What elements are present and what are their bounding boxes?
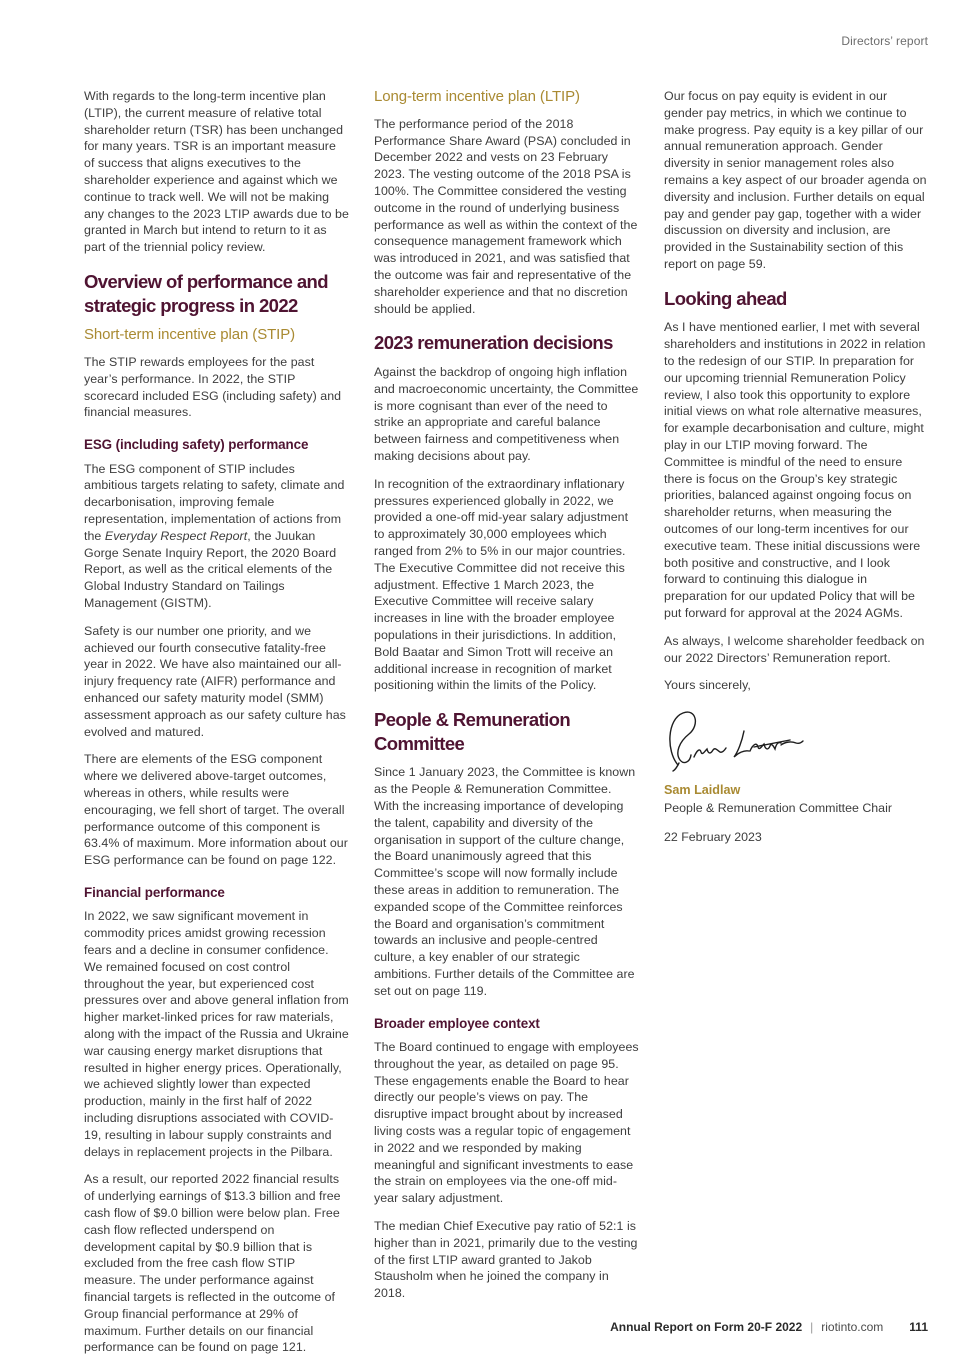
column-3 <box>664 88 929 1367</box>
heading-2023-remuneration: 2023 remuneration decisions <box>374 332 613 354</box>
paragraph-ltip-intro: With regards to the long-term incentive plan (LTIP), the current measure of relative total shareholder return (TSR) has been unchanged for many years. TSR is an important measure of success that aligns executives to the shareholder experience and against which we continue to track well. We will not be making any changes to the 2023 LTIP awards due to be granted in March but intend to return to it as part of the triennial policy review. <box>84 89 349 255</box>
esg-report-title-italic: Everyday Respect Report <box>104 528 248 543</box>
footer-report-title: Annual Report on Form 20-F 2022 <box>610 1320 803 1334</box>
heading-people-remuneration-committee: People & Remuneration Committee <box>374 709 571 754</box>
paragraph-psa-vesting: The performance period of the 2018 Performance Share Award (PSA) concluded in December 2022 and vests on 23 February 2023. The vesting outcome of the 2018 PSA is 100%. The Committee considered the vesting outcome in the round of underlying business performance as well as within the context of the consequence management framework which was introduced in 2021, and was satisfied that the outcome was fair and representative of the shareholder experience and that no discretion should be applied. <box>374 116 638 316</box>
paragraph-safety: Safety is our number one priority, and we achieved our fourth consecutive fatality-free year in 2022. We have also maintained our all-injury frequency rate (AIFR) performance and enhanced our safety maturity model (SMM) assessment approach as our safety culture has evolved and matured. <box>84 623 346 739</box>
signature-image <box>664 705 814 773</box>
heading-overview-performance: Overview of performance and strategic progress in 2022 <box>84 270 328 316</box>
paragraph-inflation-backdrop: Against the backdrop of ongoing high inflation and macroeconomic uncertainty, the Committee is more cognisant than ever of the need to strike an appropriate and careful balance between fairness and competitiveness when making decisions about pay. <box>374 364 639 463</box>
heading-esg-performance: ESG (including safety) performance <box>84 437 309 453</box>
paragraph-shareholder-dialogue: As I have mentioned earlier, I met with several shareholders and institutions in 2022 in relation to the redesign of our STIP. In preparation for our upcoming triennial Remuneration Policy review, I also took this opportunity to explore initial views on what role alternative measures, for example decarbonisation and culture, might play in our LTIP moving forward. The Committee is mindful of the need to ensure there is focus on the Group’s key strategic priorities, balanced against ongoing focus on shareholder returns, when measuring the outcomes of our long-term incentives for our executive team. These initial discussions were both positive and constructive, and I look forward to continuing this dialogue in preparation for our updated Policy that will be put forward for approval at the 2024 AGMs. <box>664 320 926 620</box>
signatory-name: Sam Laidlaw <box>664 783 741 798</box>
paragraph-esg-component <box>84 461 349 612</box>
page-content <box>84 88 929 1367</box>
esg-text-after: , the Juukan Gorge Senate Inquiry Report, the 2020 Board Report, as well as the critical elements of the Global Industry Standard on Tailings Management (GISTM). <box>84 528 337 611</box>
paragraph-yours-sincerely: Yours sincerely, <box>664 678 751 693</box>
esg-text-before: The ESG component of STIP includes ambitious targets relating to safety, climate and decarbonisation, improving female representation, implementation of actions from the <box>84 461 345 543</box>
column-1 <box>84 88 349 1367</box>
paragraph-pay-equity: Our focus on pay equity is evident in our gender pay metrics, in which we continue to make progress. Pay equity is a key pillar of our annual remuneration approach. Gender diversity in senior management roles also remains a key aspect of our broader agenda on diversity and inclusion. Further details on equal pay and gender pay gap, together with a wider discussion on diversity and inclusion, are provided in the Sustainability section of this report on page 59. <box>664 89 927 271</box>
footer-page-number: 111 <box>909 1320 928 1334</box>
heading-looking-ahead: Looking ahead <box>664 287 787 309</box>
heading-stip: Short-term incentive plan (STIP) <box>84 326 296 344</box>
letter-date: 22 February 2023 <box>664 829 762 844</box>
heading-broader-employee-context: Broader employee context <box>374 1015 540 1031</box>
paragraph-feedback-welcome: As always, I welcome shareholder feedback on our 2022 Directors’ Remuneration report. <box>664 633 925 665</box>
paragraph-board-engagement: The Board continued to engage with employees throughout the year, as detailed on page 95. These engagements enable the Board to hear directly our people’s views on pay. The disruptive impact brought about by increased living costs was a regular topic of engagement in 2022 and we responded by making meaningful and significant investments to ease the strain on employees via the one-off mid-year salary adjustment. <box>374 1040 639 1206</box>
paragraph-financial-results: As a result, our reported 2022 financial results of underlying earnings of $13.3 billion and free cash flow of $9.0 billion were below plan. Free cash flow reflected underspend on development capital by $0.9 billion that is excluded from the free cash flow STIP measure. The under performance against financial targets is reflected in the outcome of Group financial performance at 29% of maximum. Further details on our financial performance can be found on page 121. <box>84 1172 341 1355</box>
page-footer <box>610 1320 928 1334</box>
signature <box>664 705 929 773</box>
footer-website: riotinto.com <box>821 1320 884 1334</box>
paragraph-esg-outcome: There are elements of the ESG component where we delivered above-target outcomes, whereas in others, while results were encouraging, we fell short of target. The overall performance outcome of this component is 63.4% of maximum. More information about our ESG performance can be found on page 122. <box>84 752 348 868</box>
paragraph-salary-adjustment: In recognition of the extraordinary inflationary pressures experienced globally in 2022, we provided a one-off mid-year salary adjustment to approximately 30,000 employees which ranged from 2% to 5% in our major countries. The Executive Committee did not receive this adjustment. Effective 1 March 2023, the Executive Committee will receive salary increases in line with the broader employee populations in their jurisdictions. In addition, Bold Baatar and Simon Trott will receive an additional increase in recognition of market positioning within the limits of the Policy. <box>374 476 629 693</box>
heading-ltip: Long-term incentive plan (LTIP) <box>374 88 580 105</box>
running-head-section-label: Directors’ report <box>841 34 928 48</box>
paragraph-financial-2022: In 2022, we saw significant movement in commodity prices amidst growing recession fears and a decline in consumer confidence. We remained focused on cost control throughout the year, but experienced cost pressures over and above general inflation from higher market-linked prices for raw materials, along with the impact of the Russia and Ukraine war causing energy market disruptions that resulted in higher energy prices. Operationally, we achieved slightly lower than expected production, mainly in the first half of 2022 including disruptions associated with COVID-19, resulting in labour supply constraints and delays in replacement projects in the Pilbara. <box>84 909 349 1159</box>
footer-separator: | <box>810 1320 814 1334</box>
paragraph-committee-scope: Since 1 January 2023, the Committee is known as the People & Remuneration Committee. With the increasing importance of developing the talent, capability and diversity of the organisation in support of the culture change, the Board unanimously agreed that this Committee’s scope will now formally include these areas in addition to remuneration. The expanded scope of the Committee reinforces the Board and organisation’s commitment towards an inclusive and people-centred culture, a key enabler of our strategic ambitions. Further details of the Committee are set out on page 119. <box>374 765 636 998</box>
heading-financial-performance: Financial performance <box>84 885 225 900</box>
paragraph-stip-rewards: The STIP rewards employees for the past year’s performance. In 2022, the STIP scorecard included ESG (including safety) and financial measures. <box>84 355 342 420</box>
column-2 <box>374 88 639 1367</box>
signatory-title: People & Remuneration Committee Chair <box>664 801 892 816</box>
paragraph-pay-ratio: The median Chief Executive pay ratio of 52:1 is higher than in 2021, primarily due to the vesting of the first LTIP award granted to Jakob Stausholm when he joined the company in 2018. <box>374 1219 638 1301</box>
